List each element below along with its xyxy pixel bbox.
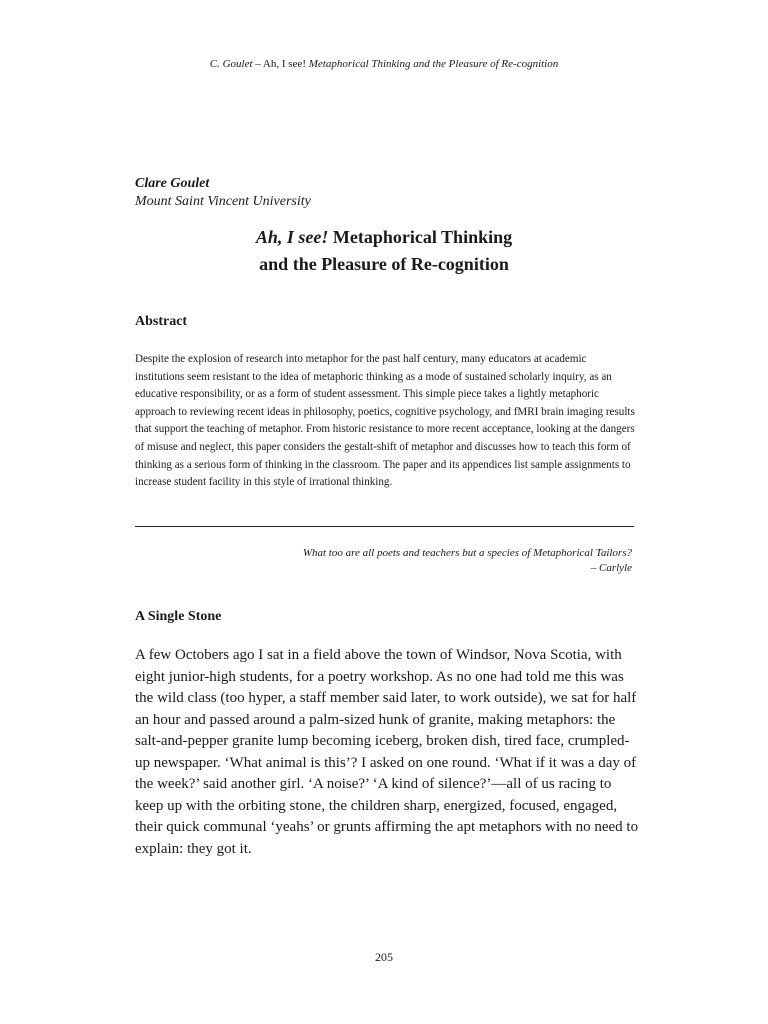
abstract-body: Despite the explosion of research into metaphor for the past half century, many educators at academic institutions seem resistant to the idea of metaphoric thinking as a mode of sustained scholarly inquiry, as an educative responsibility, or as a form of student assessment. This simple piece takes a lightly metaphoric approach to reviewing recent ideas in philosophy, poetics, cognitive psychology, and fMRI brain imaging results that support the teaching of metaphor. From historic resistance to more recent acceptance, looking at the dangers of misuse and neglect, this paper considers the gestalt-shift of metaphor and discusses how to teach this form of thinking as a serious form of thinking in the classroom. The paper and its appendices list sample assignments to increase student facility in this style of irrational thinking.: [135, 353, 635, 489]
author-affiliation: Mount Saint Vincent University: [135, 194, 311, 209]
epigraph-attribution: – Carlyle: [590, 562, 632, 574]
paper-title-line-1: [0, 224, 768, 251]
paper-title-line-2: and the Pleasure of Re-cognition: [259, 254, 509, 274]
epigraph: [132, 546, 632, 576]
running-header: [0, 57, 768, 71]
running-header-author: C. Goulet: [209, 58, 253, 70]
author-block: [135, 175, 635, 211]
running-header-title-italic: Metaphorical Thinking and the Pleasure of Re-cognition: [308, 58, 559, 70]
section-divider: [135, 526, 634, 527]
epigraph-quote: What too are all poets and teachers but a species of Metaphorical Tailors?: [302, 547, 632, 559]
author-name: Clare Goulet: [135, 176, 210, 191]
section-heading: A Single Stone: [135, 609, 222, 624]
running-header-title-plain: Ah, I see!: [262, 58, 309, 70]
paper-title-italic: Ah, I see!: [255, 227, 329, 247]
section-body: A few Octobers ago I sat in a field above the town of Windsor, Nova Scotia, with eight junior-high students, for a poetry workshop. As no one had told me this was the wild class (too hyper, a staff member said later, to work outside), we sat for half an hour and passed around a palm-sized hunk of granite, making metaphors: the salt-and-pepper granite lump becoming iceberg, broken dish, tired face, crumpled-up newspaper. ‘What animal is this’? I asked on one round. ‘What if it was a day of the week?’ said another girl. ‘A noise?’ ‘A kind of silence?’—all of us racing to keep up with the orbiting stone, the children sharp, energized, focused, engaged, their quick communal ‘yeahs’ or grunts affirming the apt metaphors with no need to explain: they got it.: [135, 647, 639, 857]
page-number: 205: [375, 950, 393, 964]
abstract-heading: Abstract: [135, 314, 188, 329]
paper-title-line-1-rest: Metaphorical Thinking: [328, 227, 513, 247]
running-header-separator: –: [252, 58, 263, 70]
paper-title: [0, 224, 768, 278]
